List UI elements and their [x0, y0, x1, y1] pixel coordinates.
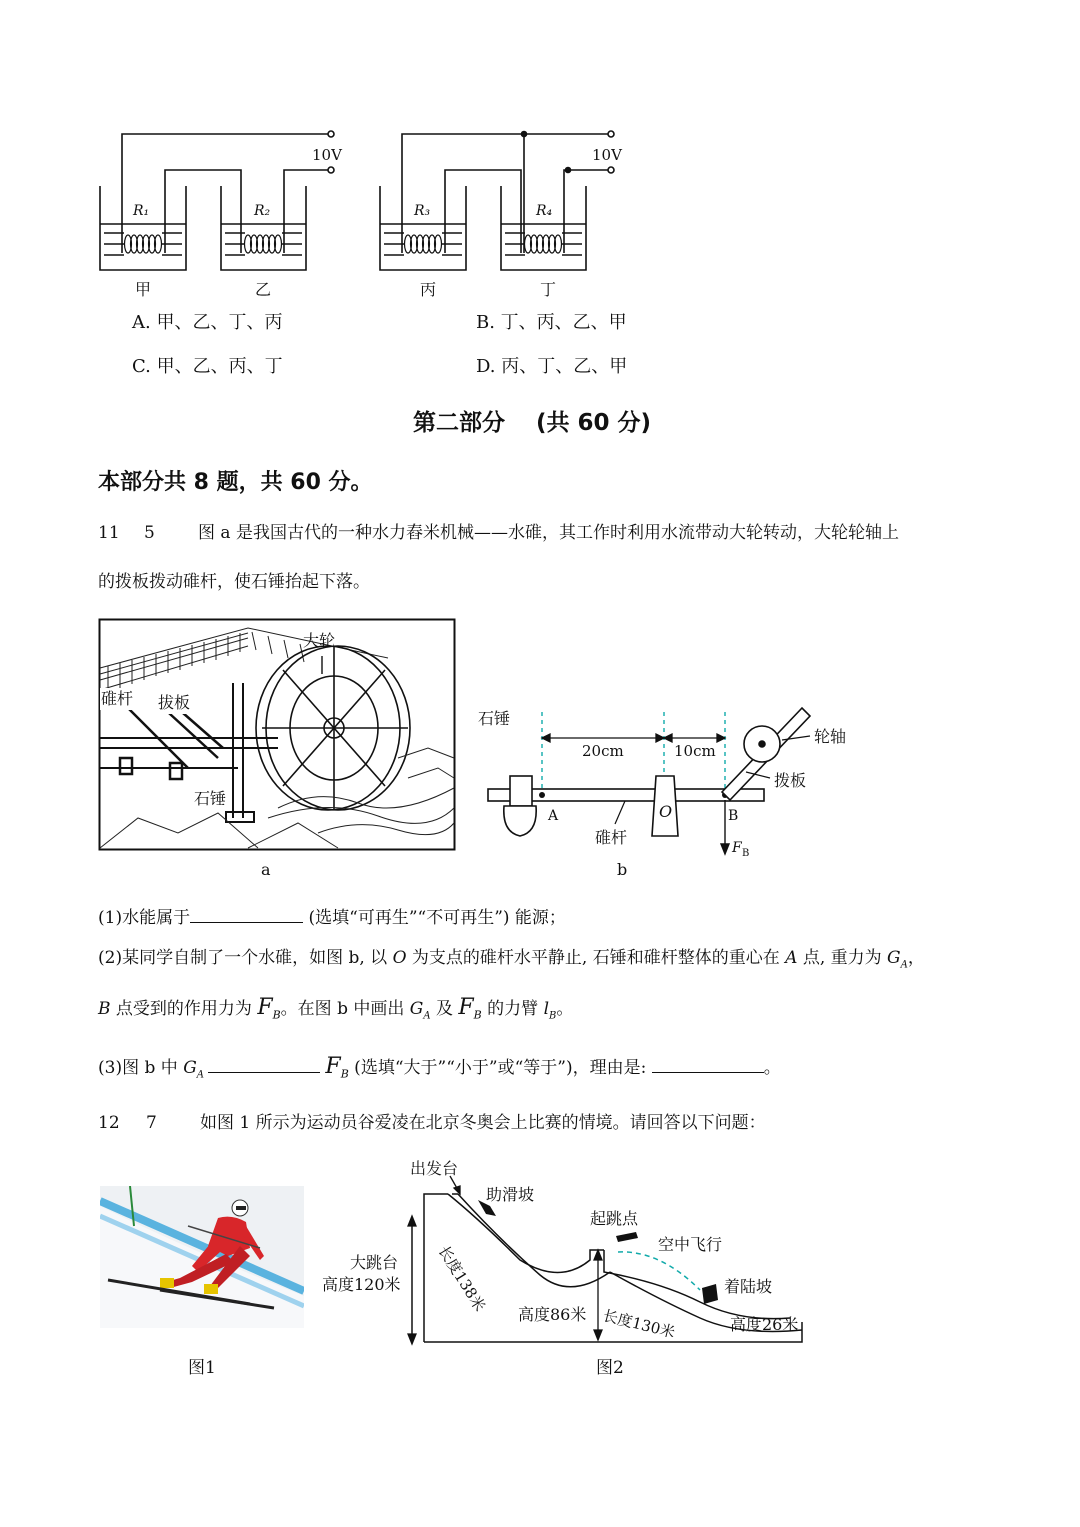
fig-a-caption: a	[261, 860, 271, 879]
fig2-label-chufatai: 出发台	[410, 1159, 459, 1178]
q11-text-line1: 图 a 是我国古代的一种水力舂米机械——水碓，其工作时利用水流带动大轮转动，大轮轮轴上	[198, 523, 899, 543]
answer-blank-2[interactable]	[208, 1056, 320, 1073]
point-a	[539, 792, 545, 798]
coil-r3	[405, 235, 442, 253]
voltage-label-right: 10V	[592, 146, 622, 164]
coil-r1	[125, 235, 162, 253]
fig2-label-kongzhong: 空中飞行	[658, 1235, 723, 1254]
fig2-label-height120: 高度120米	[322, 1275, 401, 1294]
fig-b-label-duigan: 碓杆	[595, 828, 628, 847]
q11-text-line2: 的拨板拨动碓杆，使石锤抬起下落。	[98, 572, 370, 592]
label-jia: 甲	[135, 280, 152, 299]
q11-part2-cont: B 点受到的作用力为 $F_B$。在图 b 中画出 $G_A$ 及 $F_B$ 的力臂 $l_B$。	[98, 995, 574, 1022]
fig-a-label-boban: 拔板	[158, 693, 191, 712]
fig2-label-zhuhuapo: 助滑坡	[486, 1185, 535, 1204]
circuit-diagrams	[90, 120, 650, 305]
fig-b-label-shichui: 石锤	[478, 709, 511, 728]
option-b: B. 丁、丙、乙、甲	[476, 312, 627, 333]
fig-b-label-A: A	[548, 808, 559, 824]
q12-text: 如图 1 所示为运动员谷爱凌在北京冬奥会上比赛的情境。请回答以下问题：	[200, 1113, 766, 1133]
fig-b-label-B: B	[728, 808, 739, 824]
fig-a-label-dalun: 大轮	[303, 631, 336, 650]
fig2-label-h86: 高度86米	[518, 1305, 587, 1324]
label-bing: 丙	[420, 280, 437, 299]
q11-part3: (3)图 b 中 $G_A$ $F_B$ (选填“大于”“小于”或“等于”)，理由是: 。	[98, 1054, 781, 1081]
fig-b-caption: b	[617, 860, 628, 879]
section-title: 第二部分 (共 60 分)	[412, 410, 652, 436]
q11-part1: (1)水能属于 (选填“可再生”“不可再生”) 能源；	[98, 908, 566, 928]
q11-part2: (2)某同学自制了一个水碓，如图 b, 以 O 为支点的碓杆水平静止, 石锤和碓杆整体的重心在 A 点, 重力为 $G_A$，	[98, 948, 925, 971]
figure-b-lever-diagram	[470, 700, 870, 882]
figure-1-caption: 图1	[188, 1358, 216, 1378]
skier-glyph-2	[616, 1232, 638, 1242]
fig-b-label-lunzhou: 轮轴	[814, 727, 847, 746]
section-intro: 本部分共 8 题，共 60 分。	[98, 470, 373, 495]
option-d: D. 丙、丁、乙、甲	[476, 356, 628, 377]
fig-b-label-20cm: 20cm	[582, 742, 624, 760]
q12-score: 7	[146, 1113, 157, 1133]
figure-2-ski-jump-diagram	[320, 1150, 810, 1350]
answer-blank-3[interactable]	[652, 1056, 764, 1073]
fig2-label-qitiaodian: 起跳点	[590, 1209, 639, 1228]
q11-number: 11	[98, 523, 120, 543]
fig2-label-len138: 长度138米	[434, 1242, 489, 1315]
voltage-label-left: 10V	[312, 146, 342, 164]
r2-label: R₂	[254, 203, 271, 219]
fig-b-label-boban: 拨板	[774, 771, 807, 790]
label-yi: 乙	[255, 280, 272, 299]
coil-r4	[525, 235, 562, 253]
r4-label: R₄	[536, 203, 553, 219]
label-ding: 丁	[540, 280, 557, 299]
q12-number: 12	[98, 1113, 120, 1133]
fig-b-label-fb-sub: B	[742, 848, 750, 859]
fig-a-label-shichui: 石锤	[194, 789, 227, 808]
fig-a-label-duigan: 碓杆	[101, 689, 134, 708]
q11-score: 5	[144, 523, 155, 543]
r3-label: R₃	[414, 203, 431, 219]
fig2-label-len130: 长度130米	[601, 1306, 677, 1342]
r1-label: R₁	[133, 203, 150, 219]
option-a: A. 甲、乙、丁、丙	[132, 312, 283, 333]
fig2-label-zhuolupo: 着陆坡	[724, 1277, 773, 1296]
figure-2-caption: 图2	[596, 1358, 624, 1378]
figure-1-skier-photo	[100, 1186, 304, 1328]
skier-glyph-3	[702, 1284, 718, 1304]
answer-blank-1[interactable]	[190, 906, 303, 923]
fig-b-label-fb: F	[732, 840, 742, 856]
fig-b-label-O: O	[659, 802, 673, 821]
figure-a-water-mill	[98, 618, 458, 882]
fig2-label-datiaotai: 大跳台	[350, 1253, 399, 1272]
coil-r2	[245, 235, 282, 253]
fig-b-label-10cm: 10cm	[674, 742, 716, 760]
fig2-label-h26: 高度26米	[730, 1315, 799, 1334]
option-c: C. 甲、乙、丙、丁	[132, 356, 283, 377]
